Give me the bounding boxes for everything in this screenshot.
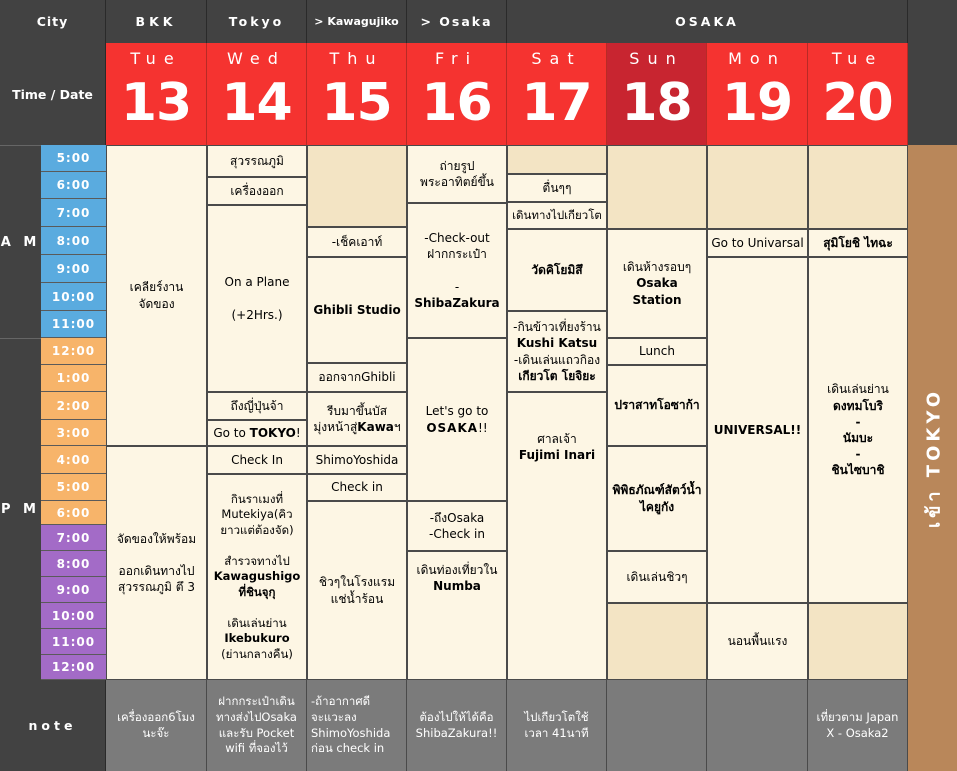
event-cell: สุวรรณภูมิ (207, 145, 307, 177)
time-slot: 10:00 (41, 283, 106, 311)
event-cell: ShimoYoshida (307, 446, 407, 474)
event-cell: ตื่นๆๆ (507, 174, 607, 202)
empty-cell (507, 145, 607, 174)
day-date: 15 (321, 73, 392, 133)
event-cell: ถ่ายรูป พระอาทิตย์ขึ้น (407, 145, 507, 203)
event-cell: เดินเล่นย่าน ดงทมโบริ - นัมบะ - ชินไซบาชิ (808, 257, 908, 603)
time-slot: 11:00 (41, 629, 106, 655)
note-cell: -ถ้าอากาศดี จะแวะลง ShimoYoshida ก่อน check in (307, 680, 407, 771)
time-date-label: Time / Date (0, 43, 106, 145)
empty-cell (607, 603, 707, 680)
event-cell: ถึงญี่ปุ่นจ้า (207, 392, 307, 420)
day-header-13 (106, 43, 207, 145)
time-slot: 1:00 (41, 365, 106, 392)
event-cell: ออกจากGhibli (307, 363, 407, 392)
event-cell: ชิวๆในโรงแรม แช่น้ำร้อน (307, 501, 407, 680)
note-cell (607, 680, 707, 771)
event-cell: Go to Univarsal (707, 229, 808, 257)
event-cell: สุมิโยชิ ไทฉะ (808, 229, 908, 257)
event-cell: เดินทางไปเกียวโต (507, 202, 607, 229)
event-cell: นอนพื้นแรง (707, 603, 808, 680)
event-cell: เครื่องออก (207, 177, 307, 205)
empty-cell (808, 603, 908, 680)
period-pm: P M (0, 338, 41, 680)
event-cell: Go to TOKYO! (207, 420, 307, 446)
side-banner (908, 145, 957, 771)
time-slot: 7:00 (41, 199, 106, 227)
day-date: 20 (822, 73, 893, 133)
event-cell: ศาลเจ้า Fujimi Inari (507, 392, 607, 680)
event-cell: Ghibli Studio (307, 257, 407, 363)
day-name: Fri (434, 49, 479, 68)
day-name: Thu (329, 49, 384, 68)
event-cell: Let's go to OSAKA!! (407, 338, 507, 501)
note-cell: ไปเกียวโตใช้ เวลา 41นาที (507, 680, 607, 771)
day-header-20 (808, 43, 908, 145)
event-cell: รีบมาขึ้นบัส มุ่งหน้าสู่Kawaฯ (307, 392, 407, 446)
event-cell: เดินท่องเที่ยวใน Numba (407, 551, 507, 680)
city-kawagujiko: > Kawagujiko (307, 0, 407, 43)
time-slot: 12:00 (41, 338, 106, 365)
day-name: Tue (130, 49, 182, 68)
time-slot: 7:00 (41, 525, 106, 551)
day-date: 16 (421, 73, 492, 133)
event-cell: -เช็คเอาท์ (307, 227, 407, 257)
period-am: A M (0, 145, 41, 338)
event-cell: กินราเมงที่ Mutekiya(คิว ยาวแต่ต้องจัด) สำรวจทางไป Kawagushigo ที่ชินจุกุ เดินเล่นย่าน Ikebukuro (ย่านกลางคืน) (207, 474, 307, 680)
day-header-17 (507, 43, 607, 145)
day-header-18 (607, 43, 707, 145)
event-cell: Check In (207, 446, 307, 474)
event-cell: Lunch (607, 338, 707, 365)
time-slot: 6:00 (41, 172, 106, 199)
empty-cell (307, 145, 407, 227)
time-slot: 10:00 (41, 603, 106, 629)
event-cell: พิพิธภัณฑ์สัตว์น้ำ ไคยูกัง (607, 446, 707, 551)
day-date: 17 (521, 73, 592, 133)
time-slot: 8:00 (41, 551, 106, 577)
time-slot: 3:00 (41, 420, 106, 446)
day-name: Wed (227, 49, 286, 68)
time-slot: 5:00 (41, 145, 106, 172)
day-date: 13 (120, 73, 192, 133)
city-tokyo: Tokyo (207, 0, 307, 43)
event-cell: จัดของให้พร้อม ออกเดินทางไป สุวรรณภูมิ ตึ 3 (106, 446, 207, 680)
event-cell: ปราสาทโอซาก้า (607, 365, 707, 446)
day-header-15 (307, 43, 407, 145)
event-cell: -กินข้าวเที่ยงร้าน Kushi Katsu -เดินเล่นแถวกิอง เกียวโต โยจิยะ (507, 311, 607, 392)
city-to-osaka: > Osaka (407, 0, 507, 43)
empty-cell (808, 145, 908, 229)
time-slot: 8:00 (41, 227, 106, 255)
day-name: Mon (728, 49, 786, 68)
time-slot: 11:00 (41, 311, 106, 338)
day-name: Sun (629, 49, 684, 68)
event-cell: -ถึงOsaka -Check in (407, 501, 507, 551)
day-header-16 (407, 43, 507, 145)
time-slot: 2:00 (41, 392, 106, 420)
event-cell: UNIVERSAL!! (707, 257, 808, 603)
event-cell: เคลียร์งาน จัดของ (106, 145, 207, 446)
time-slot: 5:00 (41, 474, 106, 501)
note-cell: ต้องไปให้ได้คือ ShibaZakura!! (407, 680, 507, 771)
city-osaka: OSAKA (507, 0, 908, 43)
city-label: City (0, 0, 106, 43)
day-date: 14 (221, 73, 292, 133)
time-slot: 6:00 (41, 501, 106, 525)
note-cell (707, 680, 808, 771)
note-cell: เที่ยวตาม Japan X - Osaka2 (808, 680, 908, 771)
day-header-14 (207, 43, 307, 145)
corner-block (908, 0, 957, 145)
city-bkk: BKK (106, 0, 207, 43)
time-slot: 9:00 (41, 255, 106, 283)
event-cell: -Check-out ฝากกระเป๋า - ShibaZakura (407, 203, 507, 338)
event-cell: On a Plane (+2Hrs.) (207, 205, 307, 392)
day-date: 19 (721, 73, 793, 133)
time-slot: 4:00 (41, 446, 106, 474)
note-cell: เครื่องออก6โมง นะจ๊ะ (106, 680, 207, 771)
note-cell: ฝากกระเป๋าเดิน ทางส่งไปOsaka และรับ Pocket wifi ที่จองไว้ (207, 680, 307, 771)
time-slot: 9:00 (41, 577, 106, 603)
side-banner-text: เข้า TOKYO (923, 387, 944, 529)
event-cell: Check in (307, 474, 407, 501)
day-date: 18 (621, 73, 692, 133)
day-header-19 (707, 43, 808, 145)
empty-cell (707, 145, 808, 229)
time-slot: 12:00 (41, 655, 106, 680)
day-name: Sat (531, 49, 582, 68)
event-cell: เดินห้างรอบๆ Osaka Station (607, 229, 707, 338)
empty-cell (607, 145, 707, 229)
event-cell: เดินเล่นชิวๆ (607, 551, 707, 603)
note-label: note (0, 680, 106, 771)
day-name: Tue (831, 49, 884, 68)
event-cell: วัดคิโยมิสึ (507, 229, 607, 311)
